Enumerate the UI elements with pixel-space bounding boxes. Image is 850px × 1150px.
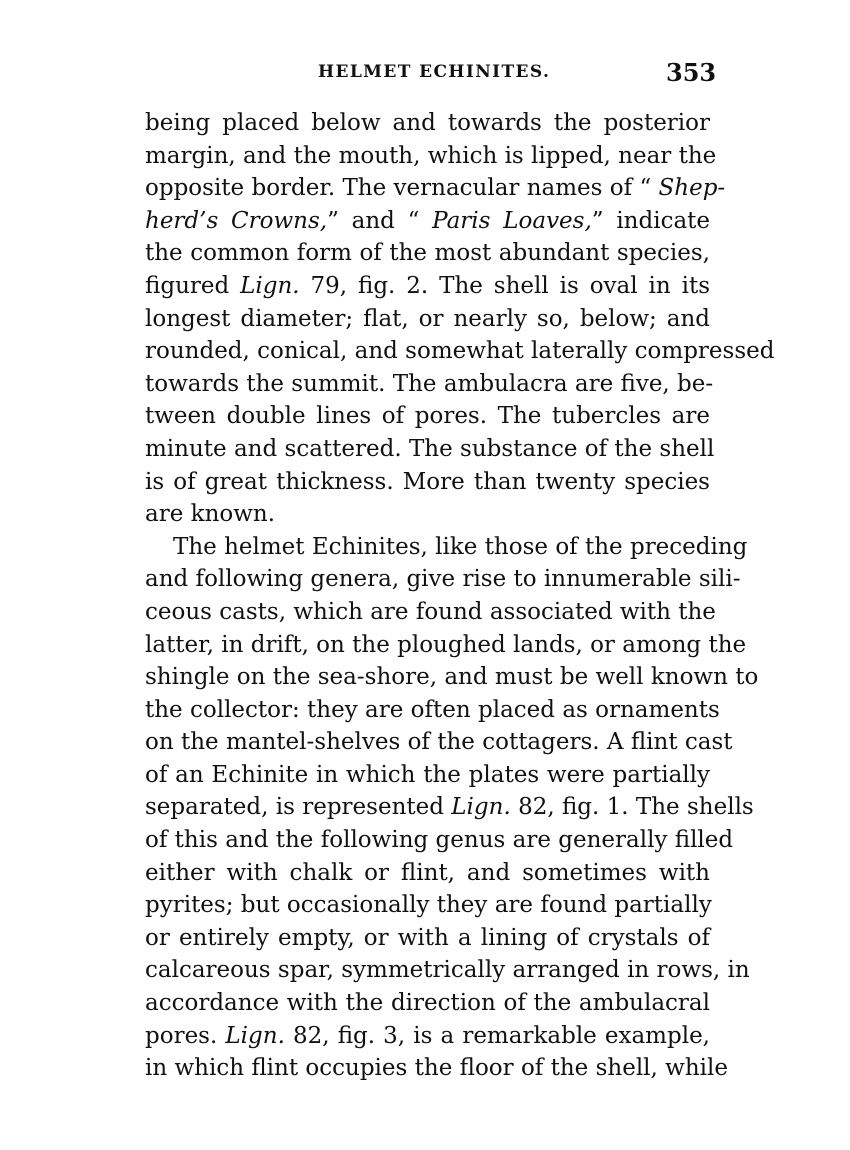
running-title: HELMET ECHINITES. xyxy=(318,62,551,82)
text-segment: The helmet Echinites, like those of the preceding xyxy=(173,533,748,560)
text-segment: pores. xyxy=(145,1022,226,1049)
text-line xyxy=(145,1020,710,1053)
text-segment: rounded, conical, and somewhat laterally compressed xyxy=(145,338,775,365)
text-segment: are known. xyxy=(145,501,276,528)
text-segment: figured xyxy=(145,272,241,299)
text-line xyxy=(145,889,710,922)
text-segment: latter, in drift, on the ploughed lands, or among the xyxy=(145,631,747,658)
text-segment: opposite border. The vernacular names of “ xyxy=(145,175,659,202)
text-line xyxy=(145,726,733,759)
text-line xyxy=(145,987,710,1020)
text-line xyxy=(145,172,726,205)
text-segment: calcareous spar, symmetrically arranged in rows, in xyxy=(145,957,750,984)
text-segment: or entirely empty, or with a lining of crystals of xyxy=(145,924,710,951)
text-line xyxy=(145,433,715,466)
text-line xyxy=(145,107,710,140)
text-line xyxy=(145,694,720,727)
text-segment: separated, is represented xyxy=(145,794,452,821)
text-segment: on the mantel-shelves of the cottagers. A flint cast xyxy=(145,729,733,756)
body-text xyxy=(145,107,775,1085)
text-line xyxy=(145,791,754,824)
text-line xyxy=(145,563,741,596)
page-number: 353 xyxy=(666,58,717,87)
text-line xyxy=(145,954,750,987)
text-segment: being placed below and towards the posterior xyxy=(145,110,710,136)
italic-text: Lign. xyxy=(225,1022,285,1049)
text-segment: in which flint occupies the floor of the shell, while xyxy=(145,1055,728,1082)
text-line xyxy=(145,303,710,336)
text-line xyxy=(145,857,710,890)
italic-text: Lign. xyxy=(451,794,511,821)
text-segment: towards the summit. The ambulacra are five, be- xyxy=(145,370,714,397)
text-segment: shingle on the sea-shore, and must be well known to xyxy=(145,664,759,691)
text-segment: margin, and the mouth, which is lipped, near the xyxy=(145,142,717,169)
italic-text: Paris Loaves, xyxy=(432,207,592,234)
text-line xyxy=(145,368,714,401)
text-segment: the common form of the most abundant species, xyxy=(145,240,710,267)
text-line xyxy=(145,759,710,792)
text-line xyxy=(145,922,710,955)
text-segment: pyrites; but occasionally they are found partially xyxy=(145,892,712,919)
text-line xyxy=(145,531,748,564)
italic-text: Lign. xyxy=(240,272,300,299)
text-segment: and following genera, give rise to innumerable sili- xyxy=(145,566,741,593)
text-line xyxy=(145,596,716,629)
text-segment: the collector: they are often placed as ornaments xyxy=(145,696,720,723)
text-segment: accordance with the direction of the ambulacral xyxy=(145,990,710,1017)
text-line xyxy=(145,140,717,173)
text-segment: ” and “ xyxy=(327,207,433,234)
text-segment: 79, fig. 2. The shell is oval in its xyxy=(299,272,710,299)
text-segment: either with chalk or flint, and sometimes with xyxy=(145,859,710,886)
text-line xyxy=(145,205,710,238)
text-line xyxy=(145,237,710,270)
text-segment: of an Echinite in which the plates were partially xyxy=(145,761,710,788)
text-segment: minute and scattered. The substance of the shell xyxy=(145,435,715,462)
text-segment: is of great thickness. More than twenty species xyxy=(145,468,710,495)
text-segment: 82, fig. 3, is a remarkable example, xyxy=(284,1022,710,1049)
text-line xyxy=(145,498,710,531)
text-segment: of this and the following genus are generally filled xyxy=(145,827,734,854)
text-line xyxy=(145,1052,728,1085)
text-line xyxy=(145,661,759,694)
text-segment: ceous casts, which are found associated with the xyxy=(145,598,716,625)
text-line xyxy=(145,629,747,662)
text-line xyxy=(145,824,734,857)
text-line xyxy=(145,400,710,433)
text-line xyxy=(145,466,710,499)
italic-text: Shep- xyxy=(658,175,726,202)
text-line xyxy=(145,270,710,303)
text-line xyxy=(145,335,775,368)
text-segment: longest diameter; flat, or nearly so, below; and xyxy=(145,305,710,332)
text-segment: tween double lines of pores. The tubercles are xyxy=(145,403,710,430)
italic-text: herd’s Crowns, xyxy=(145,207,328,234)
text-segment: ” indicate xyxy=(591,207,711,234)
text-segment: 82, fig. 1. The shells xyxy=(510,794,754,821)
